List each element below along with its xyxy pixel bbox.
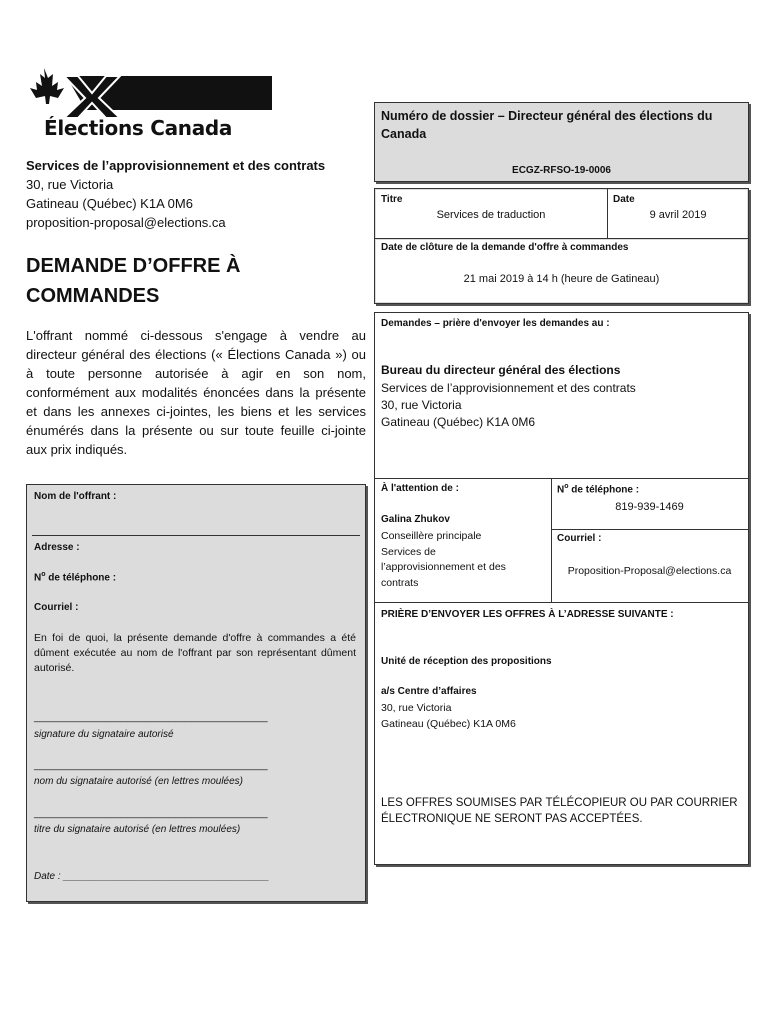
title-date-box [374, 188, 749, 304]
offeror-form-box [26, 484, 366, 902]
requests-line1: Services de l’approvisionnement et des contrats [381, 381, 636, 395]
signer-name-caption: nom du signataire autorisé (en lettres moulées) [34, 776, 243, 787]
attestation-text: En foi de quoi, la présente demande d'offre à commandes a été dûment exécutée au nom de l'offrant par son représentant dûment autorisé. [34, 632, 356, 674]
submission-care-of: a/s Centre d’affaires [381, 686, 477, 697]
offeror-phone-label: $N^o$ de téléphone : [34, 571, 117, 584]
titre-label: Titre [381, 194, 403, 205]
dossier-number: ECGZ-RFSO-19-0006 [512, 165, 611, 176]
document-title-line1: DEMANDE D’OFFRE À [26, 255, 241, 277]
contact-role-line2: Services de [381, 545, 436, 558]
offeror-name-label: Nom de l'offrant : [34, 491, 117, 502]
phone-value: 819-939-1469 [615, 501, 684, 513]
issuer-address-line1: 30, rue Victoria [26, 177, 114, 192]
offeror-email-label: Courriel : [34, 602, 79, 613]
signer-name-line[interactable]: ________________________________________ [34, 759, 268, 771]
offeror-name-field[interactable] [32, 535, 360, 536]
email-label: Courriel : [557, 533, 602, 544]
submission-warning-line2: ÉLECTRONIQUE NE SERONT PAS ACCEPTÉES. [381, 813, 643, 825]
contact-email[interactable]: Proposition-Proposal@elections.ca [567, 565, 732, 577]
submission-warning [381, 795, 738, 827]
contact-role-line3: l’approvisionnement et des [381, 561, 506, 573]
issuer-address-line2: Gatineau (Québec) K1A 0M6 [26, 196, 193, 211]
submission-warning-line1: LES OFFRES SOUMISES PAR TÉLÉCOPIEUR OU PAR COURRIER [381, 797, 738, 809]
document-title [26, 251, 326, 311]
contact-role-line1: Conseillère principale [381, 530, 482, 542]
signer-title-caption: titre du signataire autorisé (en lettres moulées) [34, 824, 241, 835]
date-line[interactable]: Date : _____________________________________ [34, 871, 270, 882]
date-value: 9 avril 2019 [649, 209, 707, 221]
titre-value: Services de traduction [436, 209, 546, 221]
signer-title-line[interactable]: ________________________________________ [34, 807, 268, 819]
submission-unit: Unité de réception des propositions [381, 656, 552, 667]
phone-label: $N^o$ de téléphone : [557, 483, 640, 496]
contact-role [381, 529, 506, 591]
closing-date-value: 21 mai 2019 à 14 h (heure de Gatineau) [463, 273, 660, 285]
submission-label: PRIÈRE D’ENVOYER LES OFFRES À L’ADRESSE SUIVANTE : [381, 609, 674, 620]
document-title-line2: COMMANDES [26, 285, 160, 307]
logo-wordmark: Élections Canada [44, 116, 233, 140]
intro-paragraph: L'offrant nommé ci-dessous s'engage à vendre au directeur général des élections (« Élections Canada ») ou à toute personne autorisée à agir en son nom, conformément aux modalités énoncées dans la présente et dans les annexes ci-jointes, les biens et les services énumérés dans la présente ou sur toute feuille ci-jointe aux prix indiqués. [26, 328, 366, 457]
submission-line2: Gatineau (Québec) K1A 0M6 [381, 718, 516, 730]
requests-office: Bureau du directeur général des élections [381, 363, 621, 377]
maple-leaf-icon [30, 68, 64, 104]
issuer-address-block [26, 156, 326, 232]
dossier-label: Numéro de dossier – Directeur général des élections du Canada [381, 109, 713, 141]
submission-address-box [374, 602, 749, 865]
issuer-name: Services de l’approvisionnement et des contrats [26, 158, 326, 173]
contact-role-line4: contrats [381, 576, 419, 589]
closing-date-label: Date de clôture de la demande d'offre à commandes [381, 242, 629, 253]
signature-line[interactable]: ________________________________________ [34, 711, 268, 723]
date-label: Date [613, 194, 635, 205]
signature-caption: signature du signataire autorisé [34, 729, 174, 740]
requests-line2: 30, rue Victoria [381, 398, 462, 412]
submission-line1: 30, rue Victoria [381, 702, 452, 714]
attention-label: À l'attention de : [381, 483, 459, 494]
dossier-number-box [374, 102, 749, 182]
offeror-address-label: Adresse : [34, 542, 80, 553]
issuer-email: proposition-proposal@elections.ca [26, 215, 226, 230]
requests-label: Demandes – prière d'envoyer les demandes au : [381, 318, 610, 329]
contact-name: Galina Zhukov [381, 514, 450, 525]
requests-line3: Gatineau (Québec) K1A 0M6 [381, 415, 536, 429]
requests-box [374, 312, 749, 604]
